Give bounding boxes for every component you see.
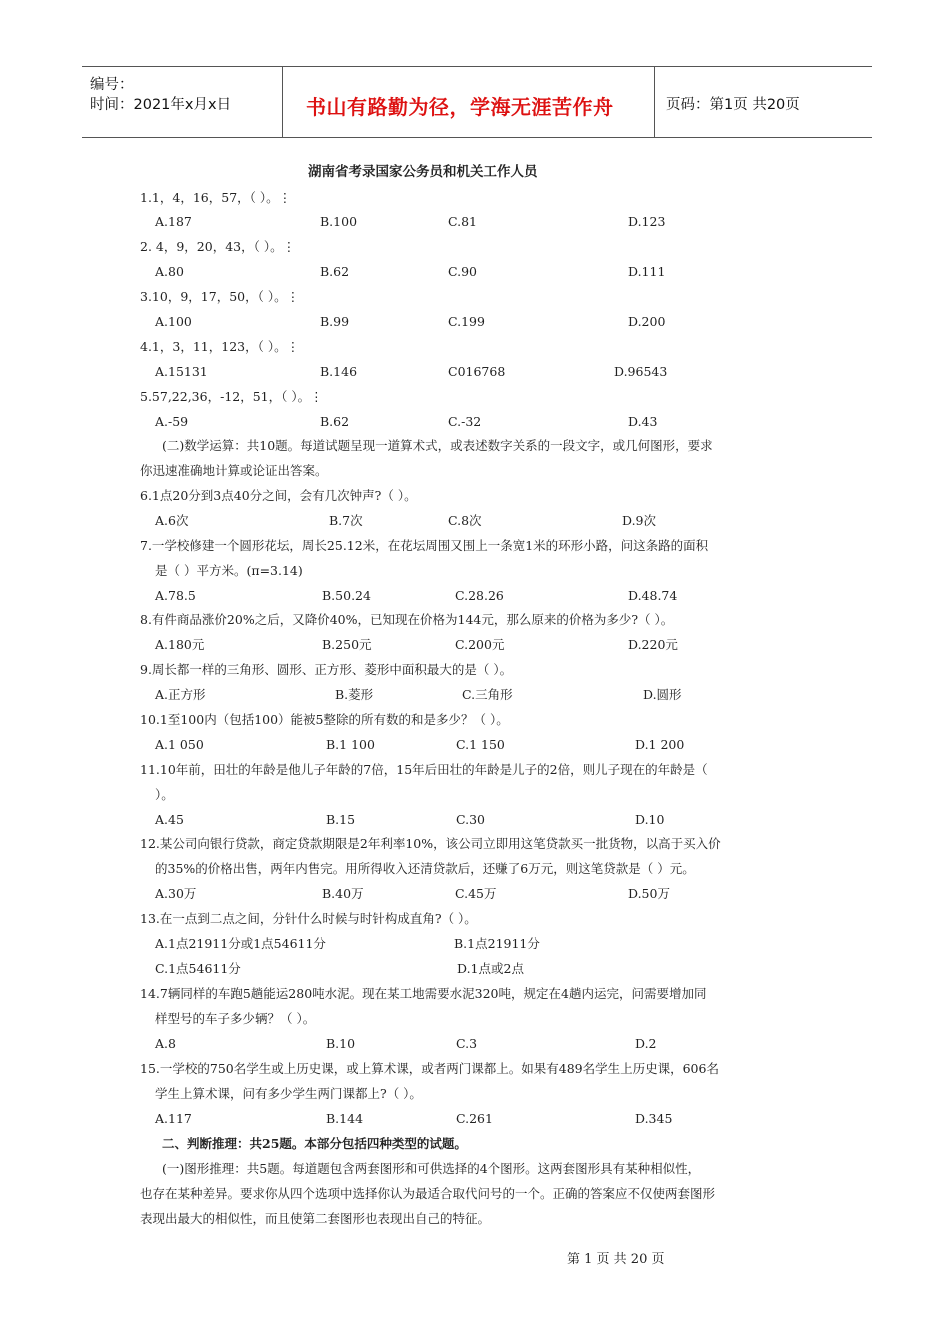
text-line: B.1点21911分 <box>454 936 540 951</box>
text-line: B.250元 <box>322 637 372 652</box>
text-line: D.圆形 <box>643 687 682 702</box>
text-line: A.180元 <box>155 637 205 652</box>
text-line: 二、判断推理：共25题。本部分包括四种类型的试题。 <box>162 1136 467 1151</box>
text-line: B.15 <box>326 812 356 827</box>
text-line: D.48.74 <box>628 588 678 603</box>
text-line: A.45 <box>155 812 184 827</box>
text-line: C.199 <box>448 314 485 329</box>
text-line: 5.57,22,36，-12，51，（ ）。⋮ <box>140 389 323 404</box>
text-line: B.99 <box>320 314 350 329</box>
text-line: A.80 <box>155 264 184 279</box>
text-line: A.78.5 <box>155 588 196 603</box>
header-page-cell <box>656 67 872 137</box>
text-line: D.43 <box>628 414 658 429</box>
text-line: 4.1，3，11，123，（ ）。⋮ <box>140 339 300 354</box>
text-line: D.111 <box>628 264 666 279</box>
text-line: C.90 <box>448 264 477 279</box>
text-line: 你迅速准确地计算或论证出答案。 <box>140 463 328 478</box>
text-line: C.28.26 <box>455 588 504 603</box>
text-line: C.261 <box>456 1111 493 1126</box>
text-line: D.200 <box>628 314 666 329</box>
text-line: D.9次 <box>622 513 657 528</box>
page-footer: 第 1 页 共 20 页 <box>567 1252 665 1267</box>
text-line: C.三角形 <box>462 687 513 702</box>
text-line: (一)图形推理：共5题。每道题包含两套图形和可供选择的4个图形。这两套图形具有某种相似性， <box>162 1161 701 1176</box>
text-line: A.-59 <box>155 414 189 429</box>
text-line: 14.7辆同样的车跑5趟能运280吨水泥。现在某工地需要水泥320吨，规定在4趟内运完，问需要增加同 <box>140 986 707 1001</box>
text-line: A.117 <box>155 1111 192 1126</box>
text-line: 样型号的车子多少辆？（ ）。 <box>155 1011 316 1026</box>
text-line: A.1点21911分或1点54611分 <box>155 936 326 951</box>
text-line: D.10 <box>635 812 665 827</box>
text-line: 9.周长都一样的三角形、圆形、正方形、菱形中面积最大的是（ ）。 <box>140 662 513 677</box>
text-line: 2. 4，9，20，43，（ ）。⋮ <box>140 239 296 254</box>
text-line: A.187 <box>155 214 192 229</box>
document-number-label: 编号： <box>90 77 134 93</box>
text-line: 10.1至100内（包括100）能被5整除的所有数的和是多少？（ ）。 <box>140 712 509 727</box>
text-line: C.45万 <box>455 886 497 901</box>
text-line: B.7次 <box>329 513 363 528</box>
text-line: A.30万 <box>155 886 197 901</box>
text-line: A.6次 <box>155 513 189 528</box>
page-header <box>82 66 872 138</box>
text-line: 是（ ）平方米。(π=3.14) <box>155 563 303 578</box>
text-line: 1.1，4，16，57，（ ）。⋮ <box>140 190 292 205</box>
text-line: C.81 <box>448 214 477 229</box>
text-line: D.2 <box>635 1036 657 1051</box>
text-line: D.1 200 <box>635 737 685 752</box>
text-line: D.220元 <box>628 637 678 652</box>
text-line: C.-32 <box>448 414 482 429</box>
text-line: D.1点或2点 <box>457 961 524 976</box>
text-line: 12.某公司向银行贷款，商定贷款期限是2年利率10%，该公司立即用这笔贷款买一批货物，以高于买入价 <box>140 836 721 851</box>
text-line: B.146 <box>320 364 358 379</box>
text-line: C.8次 <box>448 513 482 528</box>
text-line: A.15131 <box>155 364 208 379</box>
text-line: A.8 <box>155 1036 176 1051</box>
document-date-label: 时间：2021年x月x日 <box>90 97 232 113</box>
text-line: C016768 <box>448 364 506 379</box>
text-line: ）。 <box>155 787 174 802</box>
text-line: B.144 <box>326 1111 364 1126</box>
text-line: D.96543 <box>614 364 668 379</box>
text-line: B.菱形 <box>335 687 374 702</box>
text-line: C.3 <box>456 1036 478 1051</box>
text-line: 表现出最大的相似性，而且使第二套图形也表现出自己的特征。 <box>140 1211 491 1226</box>
text-line: B.1 100 <box>326 737 375 752</box>
text-line: 11.10年前，田壮的年龄是他儿子年龄的7倍，15年后田壮的年龄是儿子的2倍，则儿子现在的年龄是（ <box>140 762 708 777</box>
text-line: B.10 <box>326 1036 356 1051</box>
text-line: 13.在一点到二点之间，分针什么时候与时针构成直角?（ ）。 <box>140 911 477 926</box>
text-line: C.30 <box>456 812 485 827</box>
text-line: B.100 <box>320 214 358 229</box>
text-line: D.345 <box>635 1111 673 1126</box>
text-line: B.62 <box>320 414 350 429</box>
text-line: 8.有件商品涨价20%之后，又降价40%，已知现在价格为144元，那么原来的价格为多少?（ ）。 <box>140 612 674 627</box>
text-line: B.62 <box>320 264 350 279</box>
text-line: B.50.24 <box>322 588 371 603</box>
text-line: A.100 <box>155 314 192 329</box>
document-title: 湖南省考录国家公务员和机关工作人员 <box>308 164 538 180</box>
header-motto-cell <box>284 67 655 137</box>
header-left-cell <box>82 67 283 137</box>
text-line: C.200元 <box>455 637 505 652</box>
text-line: 也存在某种差异。要求你从四个选项中选择你认为最适合取代问号的一个。正确的答案应不仅使两套图形 <box>140 1186 716 1201</box>
text-line: D.123 <box>628 214 666 229</box>
text-line: 6.1点20分到3点40分之间，会有几次钟声?（ ）。 <box>140 488 417 503</box>
header-motto: 书山有路勤为径，学海无涯苦作舟 <box>306 95 614 119</box>
text-line: 的35%的价格出售，两年内售完。用所得收入还清贷款后，还赚了6万元，则这笔贷款是（ ）元。 <box>155 861 695 876</box>
text-line: C.1 150 <box>456 737 505 752</box>
text-line: C.1点54611分 <box>155 961 241 976</box>
header-page-label: 页码：第1页 共20页 <box>666 97 800 113</box>
text-line: 15.一学校的750名学生或上历史课，或上算术课，或者两门课都上。如果有489名学生上历史课，606名 <box>140 1061 719 1076</box>
text-line: (二)数学运算：共10题。每道试题呈现一道算术式，或表述数字关系的一段文字，或几何图形，要求 <box>162 438 713 453</box>
text-line: B.40万 <box>322 886 364 901</box>
text-line: A.正方形 <box>155 687 206 702</box>
text-line: A.1 050 <box>155 737 204 752</box>
text-line: 3.10，9，17，50，（ ）。⋮ <box>140 289 300 304</box>
text-line: 学生上算术课，问有多少学生两门课都上?（ ）。 <box>155 1086 422 1101</box>
text-line: 7.一学校修建一个圆形花坛，周长25.12米，在花坛周围又围上一条宽1米的环形小路，问这条路的面积 <box>140 538 709 553</box>
text-line: D.50万 <box>628 886 670 901</box>
